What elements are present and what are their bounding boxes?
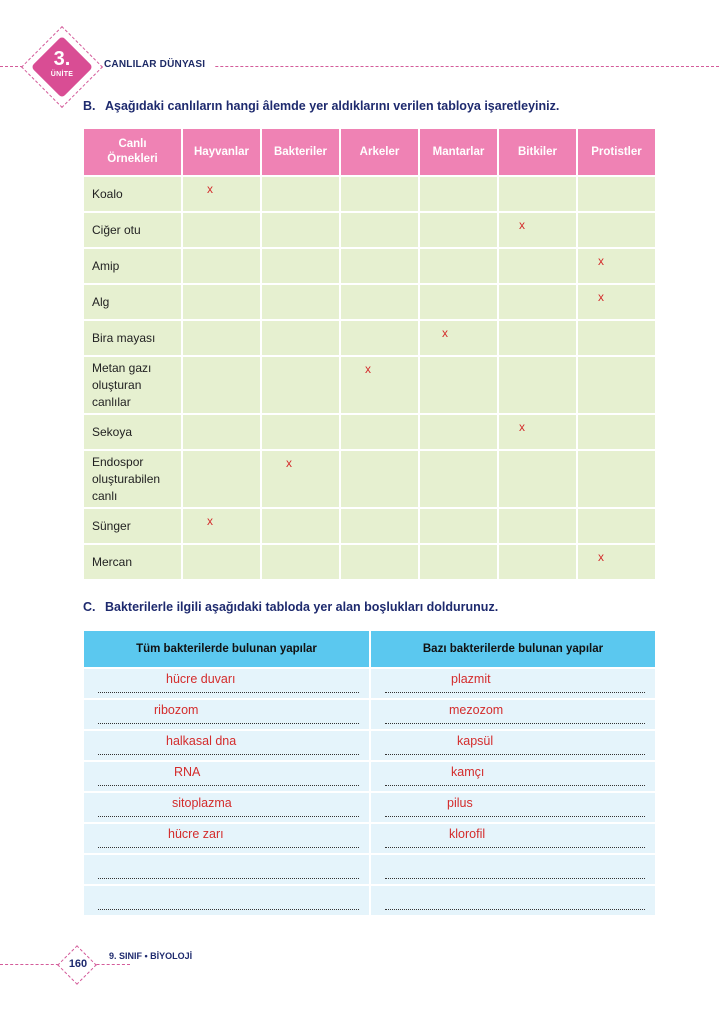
organism-name: Mercan [83, 544, 182, 580]
organism-name: Bira mayası [83, 320, 182, 356]
kingdom-cell[interactable] [577, 320, 656, 356]
handwritten-answer: ribozom [154, 703, 199, 717]
handwritten-mark: x [286, 456, 292, 470]
kingdom-table-row [83, 284, 656, 320]
handwritten-answer: klorofil [449, 827, 486, 841]
col-header-some-bacteria: Bazı bakterilerde bulunan yapılar [370, 630, 656, 668]
page-number: 160 [68, 958, 88, 970]
organism-name: Metan gazı oluşturan canlılar [83, 356, 182, 414]
footer-label: 9. SINIF • BİYOLOJİ [109, 951, 193, 961]
section-b-letter: B. [83, 99, 96, 113]
col-header-mantarlar: Mantarlar [419, 128, 498, 176]
kingdom-table-row [83, 320, 656, 356]
section-b-heading [83, 99, 559, 113]
section-c-letter: C. [83, 600, 96, 614]
section-title: CANLILAR DÜNYASI [104, 59, 206, 70]
some-bacteria-answer-cell[interactable] [370, 854, 656, 885]
section-b-instruction: Aşağıdaki canlıların hangi âlemde yer aldıklarını verilen tabloya işaretleyiniz. [105, 99, 560, 113]
kingdom-cell[interactable] [498, 544, 577, 580]
kingdom-cell[interactable] [182, 414, 261, 450]
all-bacteria-answer-cell[interactable] [83, 668, 370, 699]
kingdom-table-row [83, 176, 656, 212]
kingdom-cell[interactable] [261, 356, 340, 414]
kingdom-cell[interactable] [340, 414, 419, 450]
kingdom-table-row [83, 414, 656, 450]
organism-name: Koalo [83, 176, 182, 212]
kingdom-cell[interactable] [340, 176, 419, 212]
kingdom-cell[interactable] [182, 212, 261, 248]
kingdom-cell[interactable] [498, 320, 577, 356]
kingdom-table-row [83, 544, 656, 580]
kingdom-cell[interactable] [577, 450, 656, 508]
handwritten-mark: x [207, 514, 213, 528]
kingdom-cell[interactable] [419, 320, 498, 356]
handwritten-answer: mezozom [449, 703, 504, 717]
kingdom-cell[interactable] [577, 176, 656, 212]
col-header-examples: Canlı Örnekleri [83, 128, 182, 176]
dotted-answer-line [385, 692, 645, 693]
organism-name: Alg [83, 284, 182, 320]
dotted-answer-line [98, 878, 359, 879]
kingdom-cell[interactable] [261, 544, 340, 580]
col-header-bitkiler: Bitkiler [498, 128, 577, 176]
all-bacteria-answer-cell[interactable] [83, 823, 370, 854]
col-header-all-bacteria: Tüm bakterilerde bulunan yapılar [83, 630, 370, 668]
kingdom-cell[interactable] [577, 544, 656, 580]
unit-number: 3. [53, 48, 71, 70]
all-bacteria-answer-cell[interactable] [83, 885, 370, 916]
kingdom-cell[interactable] [577, 284, 656, 320]
bacteria-table-row [83, 823, 656, 854]
bacteria-table-row [83, 854, 656, 885]
unit-word: ÜNİTE [50, 71, 74, 78]
all-bacteria-answer-cell[interactable] [83, 761, 370, 792]
dotted-answer-line [98, 847, 359, 848]
kingdom-cell[interactable] [577, 248, 656, 284]
handwritten-mark: x [442, 326, 448, 340]
col-header-protistler: Protistler [577, 128, 656, 176]
kingdom-cell[interactable] [182, 284, 261, 320]
kingdom-cell[interactable] [340, 508, 419, 544]
kingdom-cell[interactable] [577, 356, 656, 414]
kingdom-table-row [83, 248, 656, 284]
all-bacteria-answer-cell[interactable] [83, 792, 370, 823]
bacteria-table-row [83, 885, 656, 916]
kingdom-table-row [83, 356, 656, 414]
handwritten-mark: x [365, 362, 371, 376]
handwritten-answer: kamçı [451, 765, 485, 779]
kingdom-table-row [83, 508, 656, 544]
kingdom-table-row [83, 212, 656, 248]
some-bacteria-answer-cell[interactable] [370, 823, 656, 854]
kingdom-cell[interactable] [419, 356, 498, 414]
kingdom-cell[interactable] [261, 450, 340, 508]
bacteria-table-row [83, 792, 656, 823]
kingdom-cell[interactable] [419, 248, 498, 284]
organism-name: Ciğer otu [83, 212, 182, 248]
kingdom-cell[interactable] [498, 450, 577, 508]
kingdom-cell[interactable] [498, 284, 577, 320]
kingdom-cell[interactable] [419, 450, 498, 508]
kingdom-cell[interactable] [261, 248, 340, 284]
kingdom-cell[interactable] [498, 356, 577, 414]
some-bacteria-answer-cell[interactable] [370, 761, 656, 792]
col-header-bakteriler: Bakteriler [261, 128, 340, 176]
dotted-answer-line [98, 816, 359, 817]
kingdom-cell[interactable] [340, 284, 419, 320]
kingdom-cell[interactable] [340, 450, 419, 508]
all-bacteria-answer-cell[interactable] [83, 730, 370, 761]
kingdom-cell[interactable] [419, 176, 498, 212]
some-bacteria-answer-cell[interactable] [370, 699, 656, 730]
col-header-hayvanlar: Hayvanlar [182, 128, 261, 176]
dotted-answer-line [385, 847, 645, 848]
some-bacteria-answer-cell[interactable] [370, 792, 656, 823]
kingdom-cell[interactable] [419, 508, 498, 544]
handwritten-answer: kapsül [457, 734, 494, 748]
bacteria-structures-table [82, 629, 657, 917]
kingdom-cell[interactable] [182, 544, 261, 580]
kingdom-cell[interactable] [182, 320, 261, 356]
kingdom-cell[interactable] [498, 176, 577, 212]
kingdom-cell[interactable] [419, 212, 498, 248]
handwritten-mark: x [598, 290, 604, 304]
handwritten-answer: RNA [174, 765, 201, 779]
kingdom-cell[interactable] [261, 320, 340, 356]
kingdom-cell[interactable] [261, 414, 340, 450]
all-bacteria-answer-cell[interactable] [83, 699, 370, 730]
dotted-answer-line [98, 692, 359, 693]
organism-name: Sünger [83, 508, 182, 544]
dotted-answer-line [385, 909, 645, 910]
dotted-answer-line [385, 785, 645, 786]
kingdom-cell[interactable] [419, 414, 498, 450]
kingdom-cell[interactable] [261, 284, 340, 320]
kingdom-cell[interactable] [340, 248, 419, 284]
kingdom-cell[interactable] [182, 248, 261, 284]
kingdom-cell[interactable] [498, 212, 577, 248]
kingdom-cell[interactable] [182, 176, 261, 212]
bacteria-table-row [83, 699, 656, 730]
handwritten-answer: hücre duvarı [166, 672, 236, 686]
kingdom-cell[interactable] [261, 212, 340, 248]
dotted-answer-line [98, 785, 359, 786]
kingdom-cell[interactable] [340, 320, 419, 356]
kingdom-cell[interactable] [261, 176, 340, 212]
handwritten-mark: x [598, 550, 604, 564]
dotted-answer-line [385, 878, 645, 879]
handwritten-answer: hücre zarı [168, 827, 224, 841]
section-c-instruction: Bakterilerle ilgili aşağıdaki tabloda yer alan boşlukları doldurunuz. [105, 600, 499, 614]
kingdom-cell[interactable] [498, 508, 577, 544]
bacteria-table-row [83, 730, 656, 761]
organism-name: Sekoya [83, 414, 182, 450]
kingdom-table-row [83, 450, 656, 508]
dotted-answer-line [98, 723, 359, 724]
section-c-heading [83, 600, 498, 614]
handwritten-mark: x [519, 420, 525, 434]
handwritten-answer: plazmit [451, 672, 491, 686]
handwritten-answer: pilus [447, 796, 473, 810]
kingdom-table-header [83, 128, 656, 176]
kingdom-cell[interactable] [340, 544, 419, 580]
dotted-answer-line [385, 754, 645, 755]
organism-name: Amip [83, 248, 182, 284]
some-bacteria-answer-cell[interactable] [370, 668, 656, 699]
all-bacteria-answer-cell[interactable] [83, 854, 370, 885]
kingdom-cell[interactable] [577, 508, 656, 544]
some-bacteria-answer-cell[interactable] [370, 885, 656, 916]
kingdom-cell[interactable] [261, 508, 340, 544]
handwritten-mark: x [207, 182, 213, 196]
dotted-answer-line [98, 909, 359, 910]
handwritten-mark: x [519, 218, 525, 232]
kingdom-cell[interactable] [182, 508, 261, 544]
kingdom-cell[interactable] [182, 356, 261, 414]
dotted-answer-line [98, 754, 359, 755]
kingdom-cell[interactable] [419, 284, 498, 320]
handwritten-answer: halkasal dna [166, 734, 237, 748]
some-bacteria-answer-cell[interactable] [370, 730, 656, 761]
kingdom-cell[interactable] [498, 248, 577, 284]
bacteria-table-row [83, 761, 656, 792]
handwritten-answer: sitoplazma [172, 796, 232, 810]
kingdom-cell[interactable] [340, 356, 419, 414]
kingdom-cell[interactable] [577, 212, 656, 248]
organism-name: Endospor oluşturabilen canlı [83, 450, 182, 508]
kingdom-cell[interactable] [419, 544, 498, 580]
kingdom-cell[interactable] [340, 212, 419, 248]
col-header-arkeler: Arkeler [340, 128, 419, 176]
kingdom-cell[interactable] [498, 414, 577, 450]
dotted-answer-line [385, 723, 645, 724]
kingdom-table [82, 127, 657, 581]
handwritten-mark: x [598, 254, 604, 268]
kingdom-cell[interactable] [182, 450, 261, 508]
dotted-answer-line [385, 816, 645, 817]
bacteria-table-row [83, 668, 656, 699]
kingdom-cell[interactable] [577, 414, 656, 450]
bacteria-table-header [83, 630, 656, 668]
